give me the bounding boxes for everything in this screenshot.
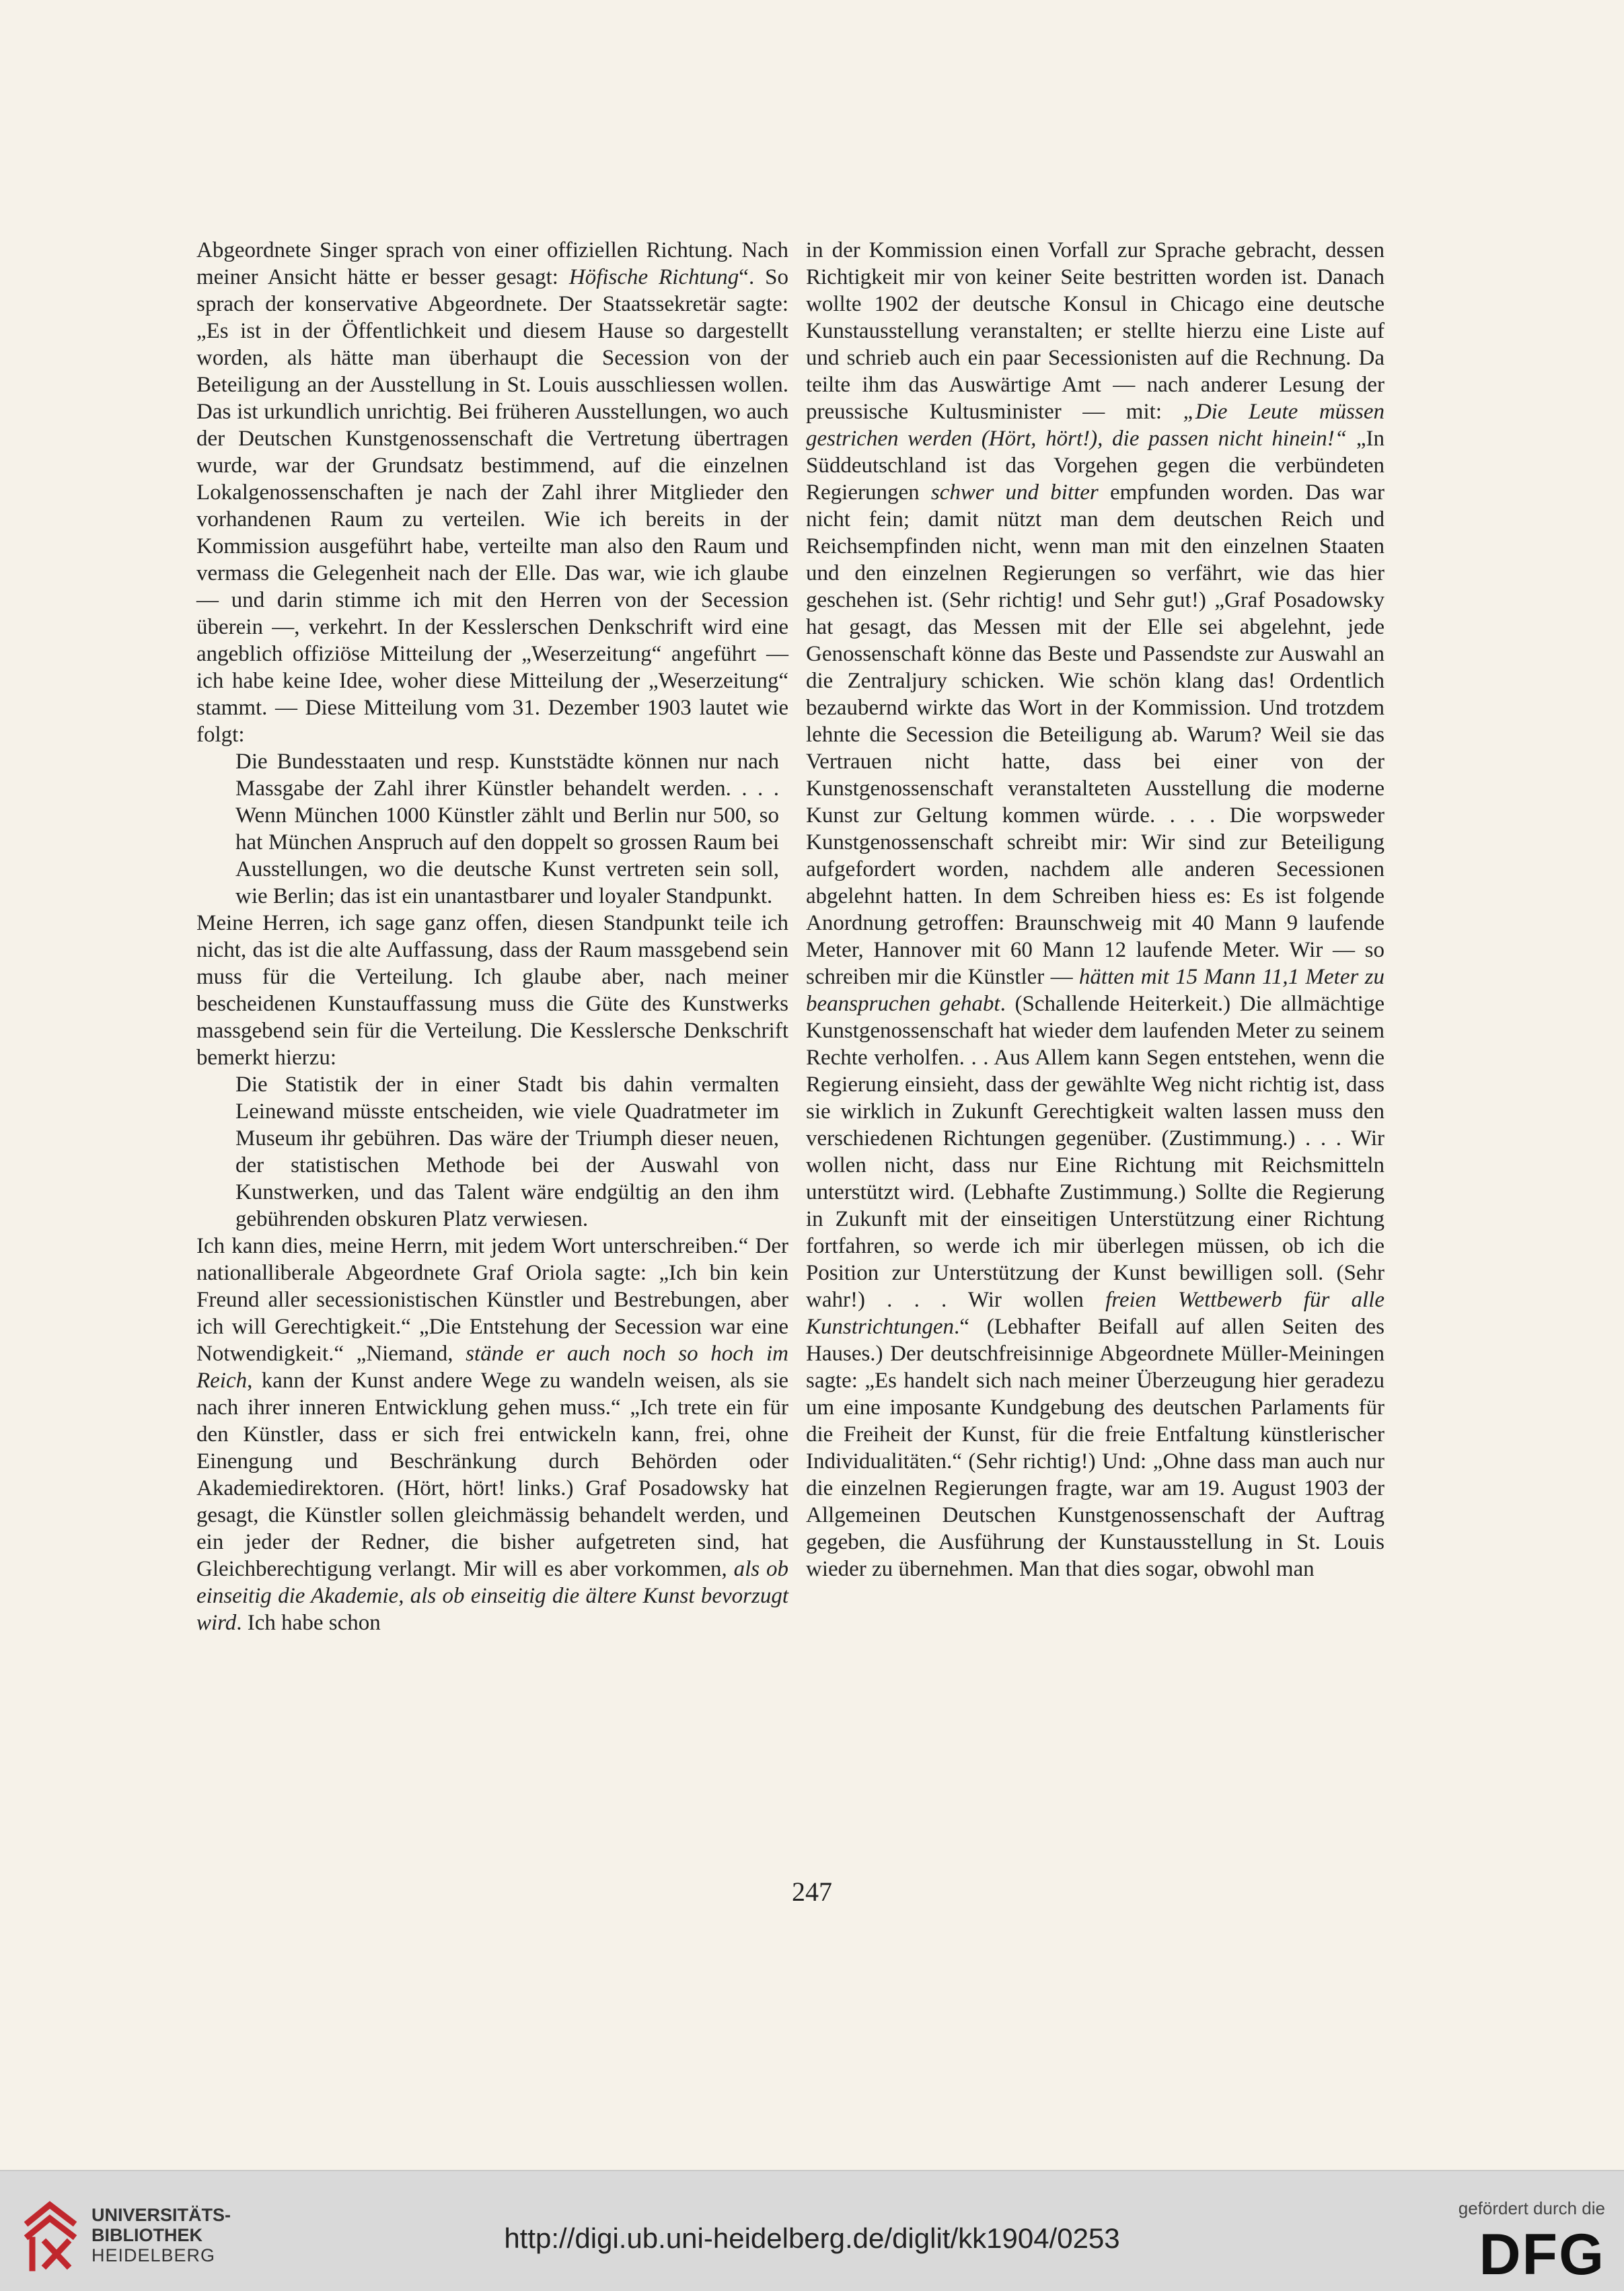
- emphasis-text: schwer und bitter: [930, 480, 1099, 505]
- right-text-column: [806, 237, 1385, 1583]
- block-quote: [196, 748, 788, 910]
- emphasis-text: hätten mit 15 Mann 11,1 Meter zu beanspruchen gehabt: [806, 965, 1385, 1016]
- text-run: Meine Herren, ich sage ganz offen, diesen Standpunkt teile ich nicht, das ist die alte Auffassung, dass der Raum massgebend sein muss für die Verteilung. Ich glaube aber, nach meiner bescheidenen Kunstauffassung muss die Güte des Kunstwerks massgebend sein für die Verteilung. Die Kesslersche Denkschrift bemerkt hierzu:: [196, 911, 788, 1070]
- emphasis-text: Höfische Richtung: [568, 265, 739, 289]
- funder-block: [1430, 2198, 1605, 2287]
- page-number: 247: [792, 1877, 832, 1907]
- footer-bar: [0, 2170, 1624, 2291]
- paragraph: [196, 910, 788, 1071]
- emphasis-text: stände er auch noch so hoch im Reich: [196, 1342, 788, 1393]
- library-name-line-2: BIBLIOTHEK: [91, 2225, 202, 2245]
- emphasis-text: „Die Leute müssen gestrichen werden (Hört, hört!), die passen nicht hinein!“: [806, 400, 1385, 451]
- text-run: , kann der Kunst andere Wege zu wandeln weisen, als sie nach ihrer inneren Entwicklung gehen muss.“ „Ich trete ein für den Künstler, dass er sich frei entwickeln kann, frei, ohne Einengung und Beschränkung durch Behörden oder Akademiedirektoren. (Hört, hört! links.) Graf Posadowsky hat gesagt, die Künstler sollen gleichmässig behandelt werden, und ein jeder der Redner, die bisher aufgetreten sind, hat Gleichberechtigung verlangt. Mir will es aber vorkommen,: [196, 1369, 788, 1581]
- text-run: in der Kommission einen Vorfall zur Sprache gebracht, dessen Richtigkeit mir von keiner Seite bestritten worden ist. Danach wollte 1902 der deutsche Konsul in Chicago eine deutsche Kunstausstellung veranstalten; er stellte hierzu eine Liste auf und schrieb auch ein paar Secessionisten auf die Rechnung. Da teilte ihm das Auswärtige Amt — nach anderer Lesung der preussische Kultusminister — mit:: [806, 238, 1385, 424]
- paragraph: [806, 237, 1385, 1583]
- paragraph: [196, 1233, 788, 1636]
- text-run: Die Statistik der in einer Stadt bis dahin vermalten Leinewand müsste entscheiden, wie viele Quadratmeter im Museum ihr gebühren. Das wäre der Triumph dieser neuen, der statistischen Methode bei der Auswahl von Kunstwerken, und das Talent wäre endgültig an den ihm gebührenden obskuren Platz verwiesen.: [235, 1072, 779, 1231]
- library-name-line-3: HEIDELBERG: [91, 2245, 216, 2265]
- text-run: .“ (Lebhafter Beifall auf allen Seiten des Hauses.) Der deutschfreisinnige Abgeordnete Müller-Meiningen sagte: „Es handelt sich nach meiner Überzeugung hier geradezu um eine imposante Kundgebung des deutschen Parlaments für die Freiheit der Kunst, für die freie Entfaltung künstlerischer Individualitäten.“ (Sehr richtig!) Und: „Ohne dass man auch nur die einzelnen Regierungen fragte, war am 19. August 1903 der Allgemeinen Deutschen Kunstgenossenschaft der Auftrag gegeben, die Ausführung der Kunstausstellung in St. Louis wieder zu übernehmen. Man that dies sogar, obwohl man: [806, 1315, 1385, 1581]
- text-run: „In Süddeutschland ist das Vorgehen gegen die verbündeten Regierungen: [806, 427, 1385, 505]
- text-run: Abgeordnete Singer sprach von einer offiziellen Richtung. Nach meiner Ansicht hätte er besser gesagt:: [196, 238, 788, 289]
- permalink-url[interactable]: http://digi.ub.uni-heidelberg.de/diglit/kk1904/0253: [504, 2222, 1120, 2254]
- emphasis-text: als ob einseitig die Akademie, als ob einseitig die ältere Kunst bevorzugt wird: [196, 1557, 789, 1635]
- text-run: . (Schallende Heiterkeit.) Die allmächtige Kunstgenossenschaft hat wieder dem laufenden Meter zu seinem Rechte verholfen. . . Aus Allem kann Segen entstehen, wenn die Regierung einsieht, dass der gewählte Weg nicht richtig ist, dass sie wirklich in Zukunft Gerechtigkeit walten lassen muss den verschiedenen Richtungen gegenüber. (Zustimmung.) . . . Wir wollen nicht, dass nur Eine Richtung mit Reichsmitteln unterstützt wird. (Lebhafte Zustimmung.) Sollte die Regierung in Zukunft mit der einseitigen Unterstützung einer Richtung fortfahren, so werde ich mir überlegen müssen, ob ich die Position zur Unterstützung der Kunst bewilligen soll. (Sehr wahr!) . . . Wir wollen: [806, 992, 1385, 1312]
- text-run: Die Bundesstaaten und resp. Kunststädte können nur nach Massgabe der Zahl ihrer Künstler behandelt werden. . . . Wenn München 1000 Künstler zählt und Berlin nur 500, so hat München Anspruch auf den doppelt so grossen Raum bei Ausstellungen, wo die deutsche Kunst vertreten sein soll, wie Berlin; das ist ein unantastbarer und loyaler Standpunkt.: [235, 750, 779, 908]
- text-run: Ich kann dies, meine Herrn, mit jedem Wort unterschreiben.“ Der nationalliberale Abgeordnete Graf Oriola sagte: „Ich bin kein Freund aller secessionistischen Künstler und Bestrebungen, aber ich will Gerechtigkeit.“ „Die Entstehung der Secession war eine Notwendigkeit.“ „Niemand,: [196, 1234, 788, 1366]
- funded-by-label: gefördert durch die: [1458, 2198, 1605, 2218]
- emphasis-text: freien Wettbewerb für alle Kunstrichtungen: [806, 1288, 1385, 1339]
- library-name-line-1: UNIVERSITÄTS-: [91, 2205, 231, 2225]
- text-run: empfunden worden. Das war nicht fein; damit nützt man dem deutschen Reich und Reichsempfinden nicht, wenn man mit den einzelnen Staaten und den einzelnen Regierungen so verfährt, wie das hier geschehen ist. (Sehr richtig! und Sehr gut!) „Graf Posadowsky hat gesagt, das Messen mit der Elle sei abgelehnt, jede Genossenschaft könne das Beste und Passendste zur Auswahl an die Zentraljury schicken. Wie schön klang das! Ordentlich bezaubernd wirkte das Wort in der Kommission. Und trotzdem lehnte die Secession die Beteiligung ab. Warum? Weil sie das Vertrauen nicht hatte, dass bei einer von der Kunstgenossenschaft veranstalteten Ausstellung die moderne Kunst zur Geltung kommen würde. . . . Die worpsweder Kunstgenossenschaft schreibt mir: Wir sind zur Beteiligung aufgefordert worden, nachdem alle anderen Secessionen abgelehnt hatten. In dem Schreiben hiess es: Es ist folgende Anordnung getroffen: Braunschweig mit 40 Mann 9 laufende Meter, Hannover mit 60 Mann 12 laufende Meter. Wir — so schreiben mir die Künstler —: [806, 480, 1385, 989]
- paragraph: [196, 237, 788, 748]
- block-quote: [196, 1071, 788, 1233]
- dfg-logo[interactable]: DFG: [1479, 2222, 1605, 2287]
- text-run: “. So sprach der konservative Abgeordnete. Der Staatssekretär sagte: „Es ist in der Öffentlichkeit und diesem Hause so dargestellt worden, als hätte man überhaupt die Secession von der Beteiligung an der Ausstellung in St. Louis ausschliessen wollen. Das ist urkundlich unrichtig. Bei früheren Ausstellungen, wo auch der Deutschen Kunstgenossenschaft die Vertretung übertragen wurde, war der Grundsatz bestimmend, auf die einzelnen Lokalgenossenschaften je nach der Zahl ihrer Mitglieder den vorhandenen Raum zu verteilen. Wie ich bereits in der Kommission ausgeführt habe, verteilte man also den Raum und vermass die Gelegenheit nach der Elle. Das war, wie ich glaube — und darin stimme ich mit den Herren von der Secession überein —, verkehrt. In der Kesslerschen Denkschrift wird eine angeblich offiziöse Mitteilung der „Weserzeitung“ angeführt — ich habe keine Idee, woher diese Mitteilung der „Weserzeitung“ stammt. — Diese Mitteilung vom 31. Dezember 1903 lautet wie folgt:: [196, 265, 788, 747]
- left-text-column: [196, 237, 788, 1636]
- text-run: . Ich habe schon: [236, 1611, 381, 1635]
